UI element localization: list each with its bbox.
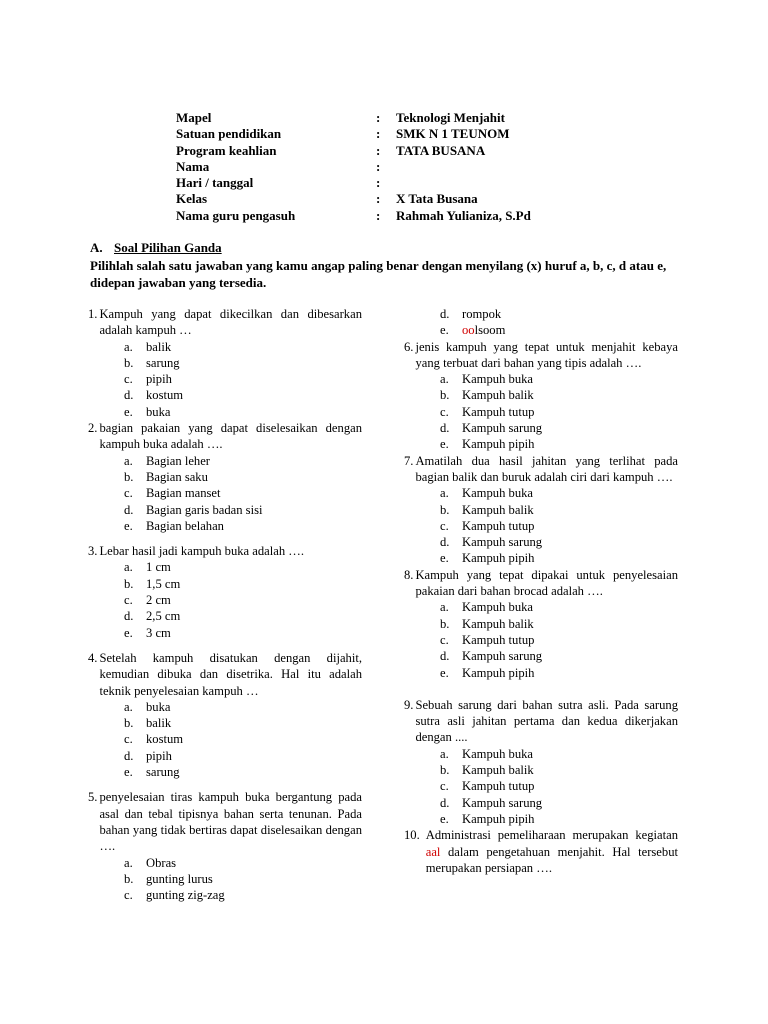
option[interactable]: b. Bagian saku xyxy=(124,469,208,484)
option[interactable]: c. pipih xyxy=(124,372,172,387)
option[interactable]: e. Kampuh pipih xyxy=(440,437,535,452)
option[interactable]: a. Obras xyxy=(124,855,177,870)
question-4: 4. Setelah kampuh disatukan dengan dijahit, kemudian dibuka dan disetrika. Hal itu adalah teknik penyelesaian kampuh … a. buka b. balik c. kostum d. pipih e. sarung xyxy=(88,650,362,780)
header-row-mapel: Mapel : Teknologi Menjahit xyxy=(176,110,505,125)
question-10: 10. Administrasi pemeliharaan merupakan kegiatan aal dalam pengetahuan menjahit. Hal tersebut merupakan persiapan …. xyxy=(404,828,678,875)
option[interactable]: c. gunting zig-zag xyxy=(124,888,225,903)
header-row-kelas: Kelas : X Tata Busana xyxy=(176,191,478,207)
option[interactable]: c. kostum xyxy=(124,732,184,747)
option[interactable]: d. Kampuh sarung xyxy=(440,649,543,664)
option[interactable]: b. Kampuh balik xyxy=(440,616,534,631)
option[interactable]: d. Kampuh sarung xyxy=(440,795,543,810)
instruction-text: Pilihlah salah satu jawaban yang kamu angap paling benar dengan menyilang (x) huruf a, b, c, d atau e, didepan jawaban yang tersedia. xyxy=(90,258,667,290)
option[interactable]: b. balik xyxy=(124,716,172,731)
questions-right-column xyxy=(404,306,678,876)
option[interactable]: d. rompok xyxy=(440,307,502,321)
question-8: 8. Kampuh yang tepat dipakai untuk penyelesaian pakaian dari bahan brocad adalah …. a. Kampuh buka b. Kampuh balik c. Kampuh tutup d. Kampuh sarung e. Kampuh pipih xyxy=(404,567,678,680)
option[interactable]: c. Kampuh tutup xyxy=(440,404,535,419)
option[interactable]: d. Bagian garis badan sisi xyxy=(124,502,263,517)
option[interactable]: e. sarung xyxy=(124,765,180,780)
option[interactable]: b. 1,5 cm xyxy=(124,576,181,591)
option[interactable]: e. buka xyxy=(124,404,171,419)
question-7: 7. Amatilah dua hasil jahitan yang terlihat pada bagian balik dan buruk adalah ciri dari kampuh …. a. Kampuh buka b. Kampuh balik c. Kampuh tutup d. Kampuh sarung e. Kampuh pipih xyxy=(404,453,678,566)
option[interactable]: a. Bagian leher xyxy=(124,453,210,468)
option[interactable]: a. balik xyxy=(124,339,172,354)
option[interactable]: e. Bagian belahan xyxy=(124,518,224,533)
option[interactable]: d. Kampuh sarung xyxy=(440,421,543,436)
section-title: A. Soal Pilihan Ganda xyxy=(90,240,222,255)
option[interactable]: c. Kampuh tutup xyxy=(440,632,535,647)
option[interactable]: a. 1 cm xyxy=(124,560,171,575)
option[interactable]: b. sarung xyxy=(124,355,180,370)
option[interactable]: a. Kampuh buka xyxy=(440,486,533,501)
header-row-program: Program keahlian : TATA BUSANA xyxy=(176,142,486,158)
option[interactable]: a. buka xyxy=(124,699,171,714)
option[interactable]: c. Bagian manset xyxy=(124,486,221,501)
option[interactable]: d. Kampuh sarung xyxy=(440,535,543,550)
option[interactable]: d. kostum xyxy=(124,388,184,403)
option[interactable]: a. Kampuh buka xyxy=(440,372,533,387)
option[interactable]: c. Kampuh tutup xyxy=(440,779,535,794)
option[interactable]: c. Kampuh tutup xyxy=(440,518,535,533)
question-1: 1. Kampuh yang dapat dikecilkan dan dibesarkan adalah kampuh … a. balik b. sarung c. pipih d. kostum e. buka xyxy=(88,307,362,419)
header-row-guru: Nama guru pengasuh : Rahmah Yulianiza, S.Pd xyxy=(176,207,531,223)
option[interactable]: c. 2 cm xyxy=(124,593,171,608)
question-2: 2. bagian pakaian yang dapat diselesaikan dengan kampuh buka adalah …. a. Bagian leher b. Bagian saku c. Bagian manset d. Bagian garis badan sisi e. Bagian belahan xyxy=(88,421,362,533)
section-a xyxy=(90,240,670,291)
header-row-hari: Hari / tanggal : xyxy=(176,175,381,191)
option[interactable]: e. Kampuh pipih xyxy=(440,665,535,680)
option[interactable]: a. Kampuh buka xyxy=(440,600,533,615)
header-info xyxy=(176,110,531,224)
option[interactable]: b. Kampuh balik xyxy=(440,502,534,517)
header-row-satuan: Satuan pendidikan : SMK N 1 TEUNOM xyxy=(176,126,510,142)
option[interactable]: e. 3 cm xyxy=(124,625,171,640)
option[interactable]: b. Kampuh balik xyxy=(440,763,534,778)
question-5: 5. penyelesaian tiras kampuh buka bergantung pada asal dan tebal tipisnya bahan serta tenunan. Pada bahan yang tidak bertiras dapat diselesaikan dengan …. a. Obras b. gunting lurus c. gunting zig-zag xyxy=(88,790,362,903)
option[interactable]: a. Kampuh buka xyxy=(440,746,533,761)
question-5-continued xyxy=(404,306,678,339)
question-9: 9. Sebuah sarung dari bahan sutra asli. Pada sarung sutra asli jahitan pertama dan kedua dikerjakan dengan .... a. Kampuh buka b. Kampuh balik c. Kampuh tutup d. Kampuh sarung e. Kampuh pipih xyxy=(404,697,678,826)
question-3: 3. Lebar hasil jadi kampuh buka adalah …. a. 1 cm b. 1,5 cm c. 2 cm d. 2,5 cm e. 3 cm xyxy=(88,543,362,641)
option[interactable]: d. pipih xyxy=(124,748,172,763)
option[interactable]: d. 2,5 cm xyxy=(124,609,181,624)
header-row-nama: Nama : xyxy=(176,158,381,174)
option[interactable]: e. oolsoom xyxy=(440,323,506,338)
option[interactable]: b. Kampuh balik xyxy=(440,388,534,403)
option[interactable]: e. Kampuh pipih xyxy=(440,811,535,826)
option[interactable]: b. gunting lurus xyxy=(124,871,213,886)
question-6: 6. jenis kampuh yang tepat untuk menjahit kebaya yang terbuat dari bahan yang tipis adalah …. a. Kampuh buka b. Kampuh balik c. Kampuh tutup d. Kampuh sarung e. Kampuh pipih xyxy=(404,339,678,452)
option[interactable]: e. Kampuh pipih xyxy=(440,551,535,566)
questions-left-column xyxy=(88,306,362,903)
